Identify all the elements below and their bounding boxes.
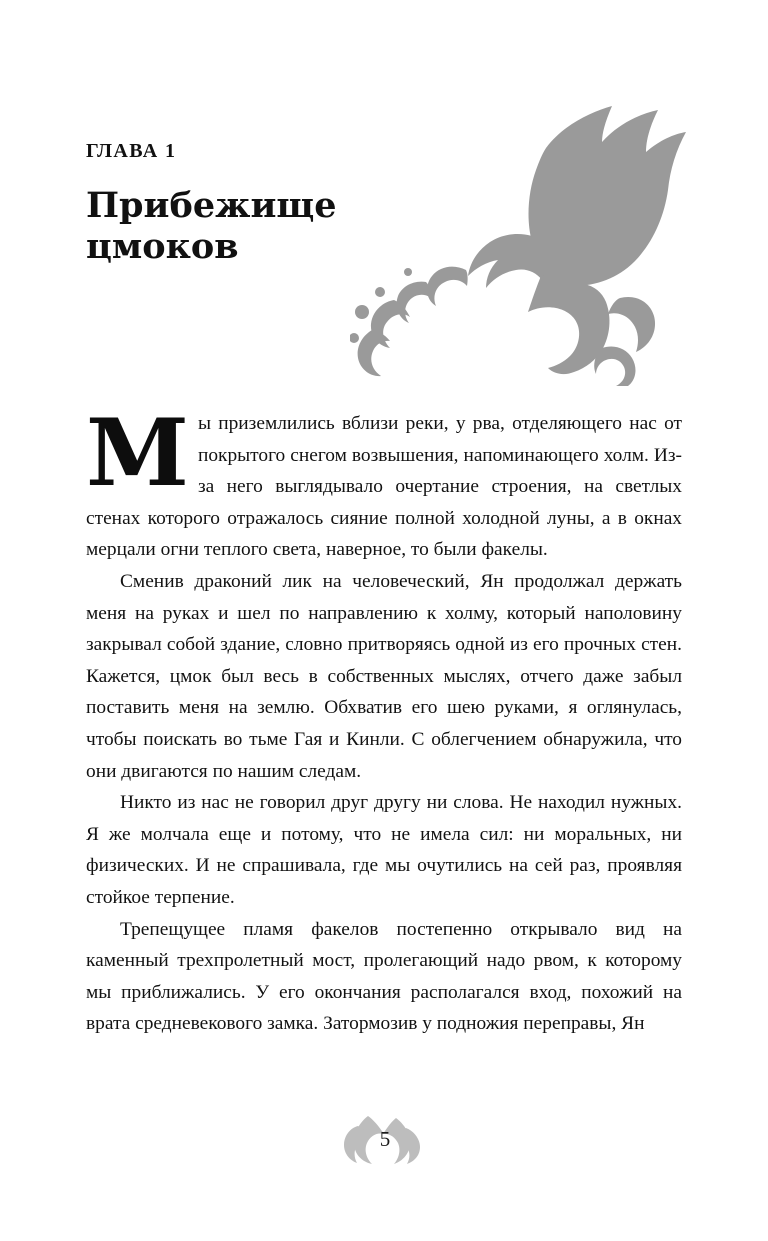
- page-footer: [0, 1104, 768, 1174]
- dragon-ornament-icon: [338, 1108, 430, 1170]
- paragraph-3: Никто из нас не говорил друг другу ни слова. Не находил нужных. Я же молчала еще и потому, что не имела сил: ни моральных, ни физических. И не спрашивала, где мы очутились на сей раз, проявляя стойкое терпение.: [86, 792, 682, 908]
- chapter-label: ГЛАВА 1: [86, 140, 177, 162]
- paragraph-2: Сменив драконий лик на человеческий, Ян продолжал держать меня на руках и шел по направлению к холму, который наполовину закрывал собой здание, словно притворяясь одной из его прочных стен. Кажется, цмок был весь в собственных мыслях, отчего даже забыл поставить меня на землю. Обхватив его шею руками, я оглянулась, чтобы поискать во тьме Гая и Кинли. С облегчением обнаружила, что они двигаются по нашим следам.: [86, 570, 682, 782]
- page-number: 5: [379, 1126, 391, 1151]
- paragraph-4: Трепещущее пламя факелов постепенно открывало вид на каменный трехпролетный мост, пролегающий надо рвом, к которому мы приближались. У его окончания располагался вход, похожий на врата средневекового замка. Затормозив у подножия переправы, Ян: [86, 918, 682, 1035]
- paragraph-1-text: ы приземлились вблизи реки, у рва, отделяющего нас от покрытого снегом возвышения, напоминающего холм. Из-за него выглядывало очертание строения, на светлых стенах которого отражалось сияние полной холодной луны, а в окнах мерцали огни теплого света, наверное, то были факелы.: [86, 413, 682, 561]
- drop-cap: М: [86, 398, 189, 507]
- body-text: [86, 398, 682, 1040]
- chapter-heading-block: [86, 140, 416, 268]
- chapter-title: Прибежище цмоков: [86, 185, 337, 268]
- paragraph-1: [86, 398, 682, 566]
